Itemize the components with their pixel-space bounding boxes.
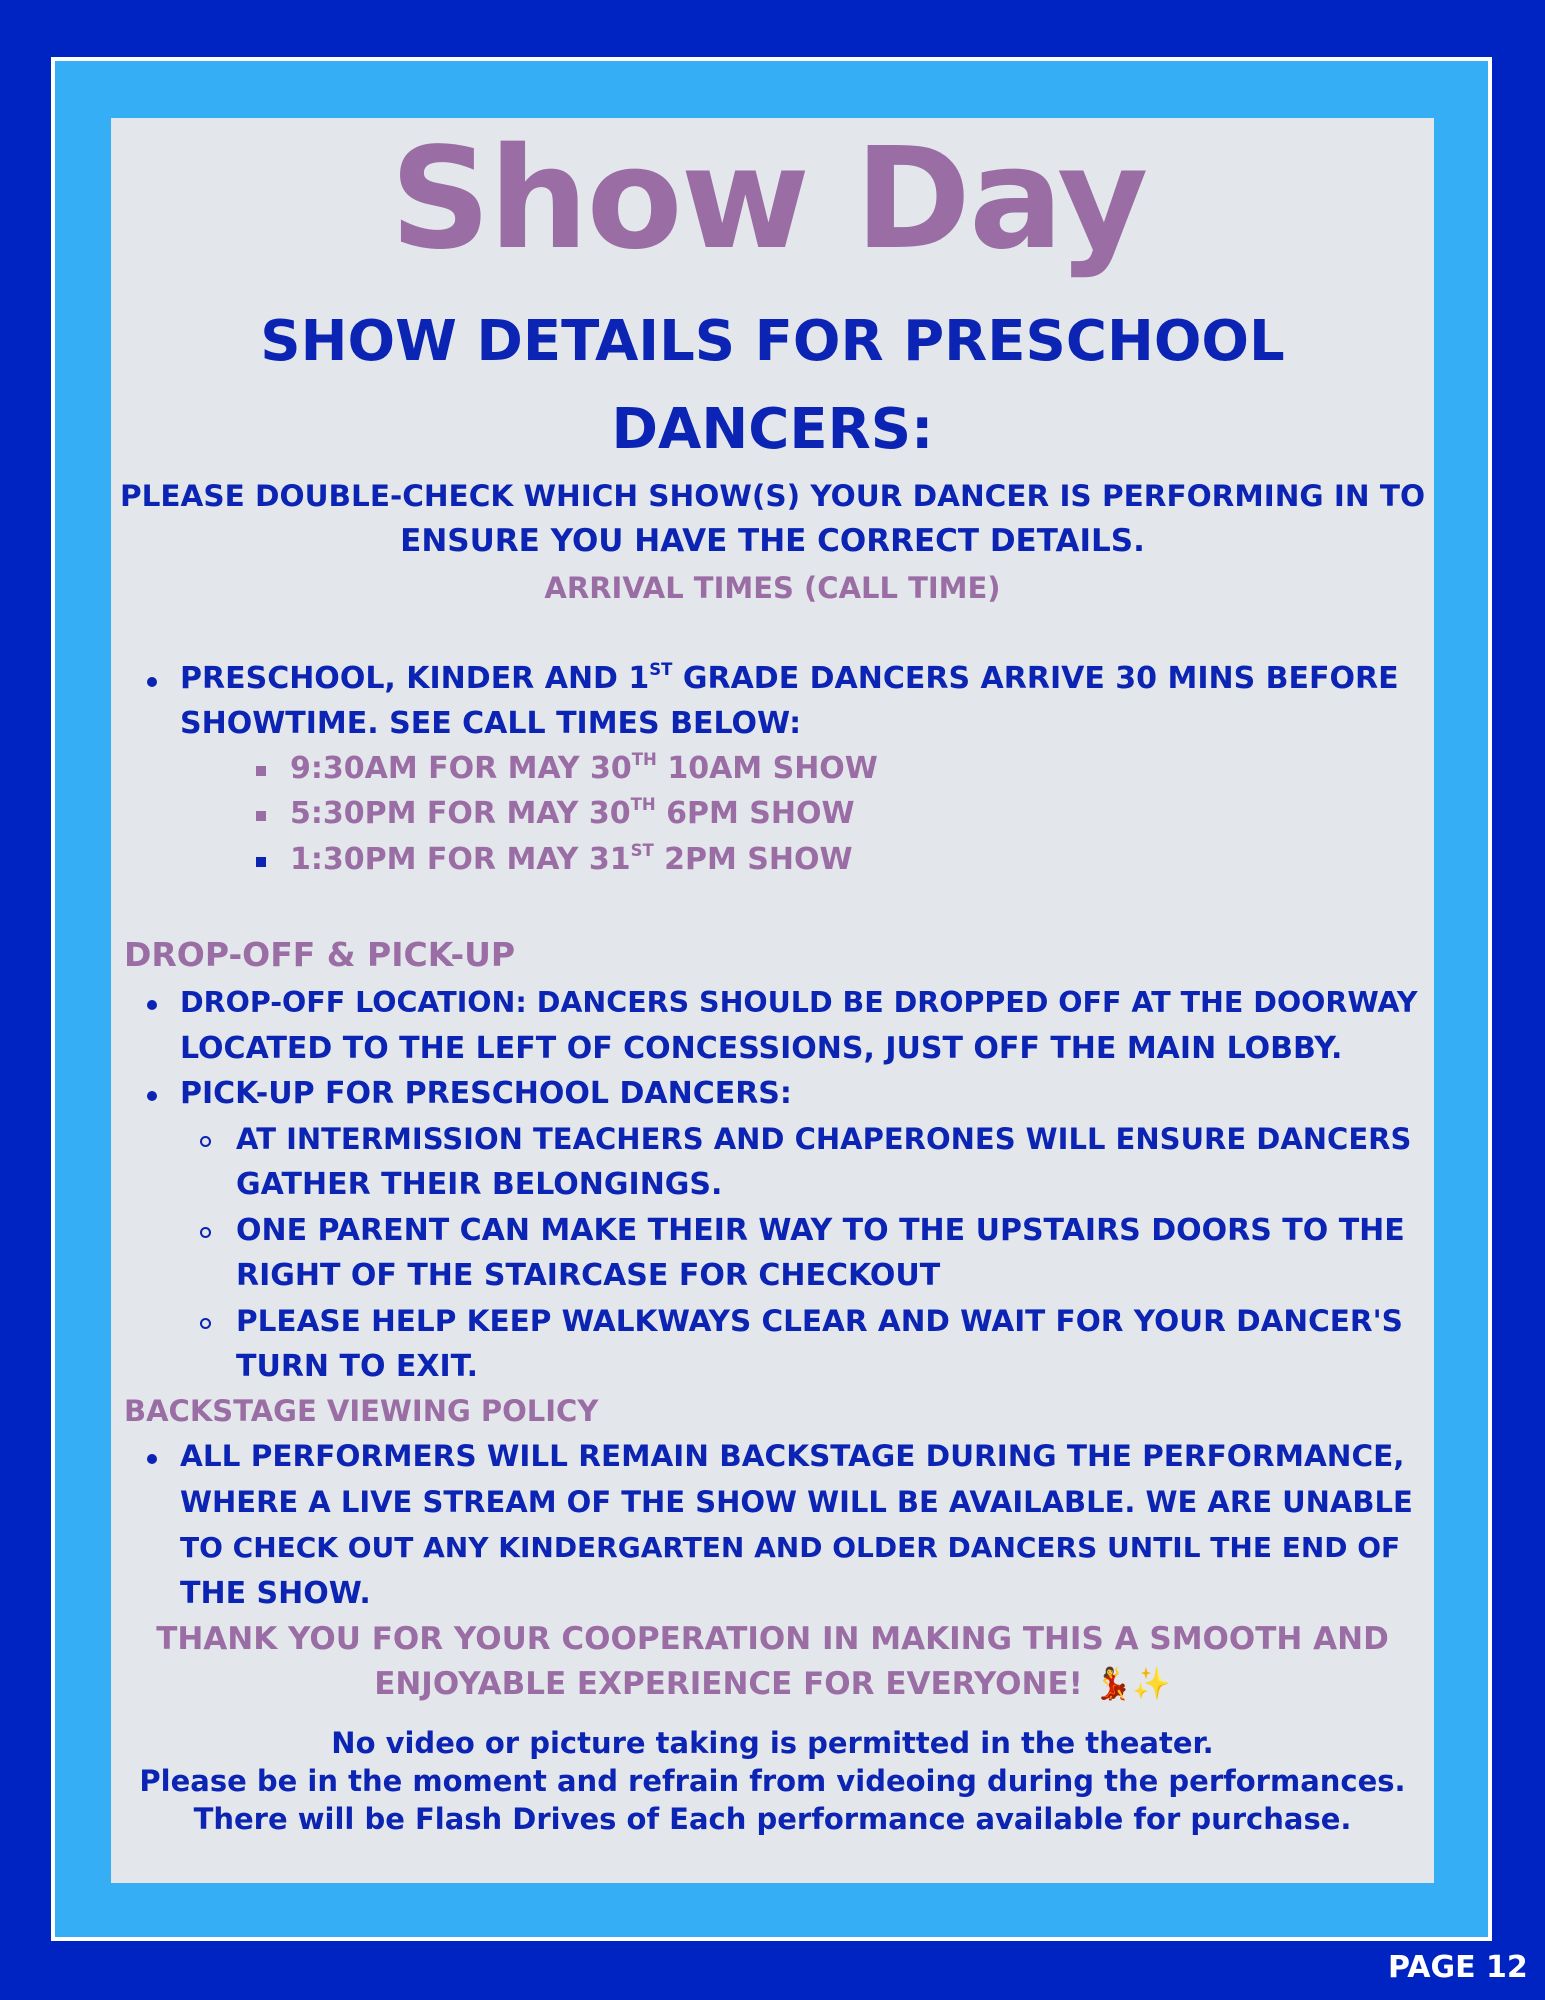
call-time-1: 9:30AM FOR MAY 30TH 10AM SHOW	[290, 749, 878, 786]
footer-line-3: There will be Flash Drives of Each performance available for purchase.	[193, 1802, 1352, 1836]
ring-bullet-icon	[200, 1227, 211, 1238]
arrival-line-2: SHOWTIME. SEE CALL TIMES BELOW:	[180, 706, 802, 741]
bullet-dot-icon	[147, 1000, 157, 1010]
intro-line-1: PLEASE DOUBLE-CHECK WHICH SHOW(S) YOUR DANCER IS PERFORMING IN TO	[119, 479, 1426, 513]
arrival-heading: ARRIVAL TIMES (CALL TIME)	[544, 571, 1001, 605]
heading-line-2: DANCERS:	[611, 397, 934, 462]
footer-line-1: No video or picture taking is permitted in the theater.	[331, 1726, 1214, 1760]
backstage-line-1: ALL PERFORMERS WILL REMAIN BACKSTAGE DURING THE PERFORMANCE,	[180, 1439, 1405, 1473]
pickup-item-1-line-1: AT INTERMISSION TEACHERS AND CHAPERONES WILL ENSURE DANCERS	[236, 1122, 1412, 1156]
pickup-item-2-line-2: RIGHT OF THE STAIRCASE FOR CHECKOUT	[236, 1258, 941, 1293]
call-time-3: 1:30PM FOR MAY 31ST 2PM SHOW	[290, 840, 853, 877]
pickup-item-2-line-1: ONE PARENT CAN MAKE THEIR WAY TO THE UPSTAIRS DOORS TO THE	[236, 1213, 1405, 1248]
pickup-item-1-line-2: GATHER THEIR BELONGINGS.	[236, 1167, 723, 1202]
page-number: PAGE 12	[1388, 1950, 1528, 1985]
bullet-dot-icon	[147, 677, 157, 687]
dropoff-heading: DROP-OFF & PICK-UP	[124, 935, 516, 974]
heading-line-1: SHOW DETAILS FOR PRESCHOOL	[260, 309, 1285, 374]
backstage-line-3: TO CHECK OUT ANY KINDERGARTEN AND OLDER DANCERS UNTIL THE END OF	[180, 1531, 1401, 1564]
dropoff-location-line-2: LOCATED TO THE LEFT OF CONCESSIONS, JUST OFF THE MAIN LOBBY.	[180, 1031, 1343, 1066]
bullet-dot-icon	[147, 1091, 157, 1101]
thanks-line-2: ENJOYABLE EXPERIENCE FOR EVERYONE! 💃✨	[374, 1666, 1171, 1702]
ring-bullet-icon	[200, 1136, 211, 1147]
call-time-2: 5:30PM FOR MAY 30TH 6PM SHOW	[290, 794, 855, 831]
backstage-heading: BACKSTAGE VIEWING POLICY	[124, 1394, 599, 1428]
pickup-heading: PICK-UP FOR PRESCHOOL DANCERS:	[180, 1076, 792, 1111]
thanks-line-1: THANK YOU FOR YOUR COOPERATION IN MAKING THIS A SMOOTH AND	[156, 1621, 1389, 1657]
arrival-line-1: PRESCHOOL, KINDER AND 1ST GRADE DANCERS ARRIVE 30 MINS BEFORE	[180, 659, 1399, 696]
intro-line-2: ENSURE YOU HAVE THE CORRECT DETAILS.	[400, 523, 1145, 559]
footer-line-2: Please be in the moment and refrain from videoing during the performances.	[139, 1764, 1406, 1798]
backstage-line-2: WHERE A LIVE STREAM OF THE SHOW WILL BE AVAILABLE. WE ARE UNABLE	[180, 1485, 1413, 1519]
ring-bullet-icon	[200, 1318, 211, 1329]
square-bullet-icon	[256, 857, 266, 867]
backstage-line-4: THE SHOW.	[180, 1576, 371, 1611]
pickup-item-3-line-1: PLEASE HELP KEEP WALKWAYS CLEAR AND WAIT FOR YOUR DANCER'S	[236, 1304, 1403, 1338]
square-bullet-icon	[256, 766, 266, 776]
dropoff-location-line-1: DROP-OFF LOCATION: DANCERS SHOULD BE DROPPED OFF AT THE DOORWAY	[180, 986, 1418, 1019]
page-title: Show Day	[390, 118, 1147, 281]
bullet-dot-icon	[147, 1454, 157, 1464]
square-bullet-icon	[256, 811, 266, 821]
pickup-item-3-line-2: TURN TO EXIT.	[236, 1349, 478, 1384]
